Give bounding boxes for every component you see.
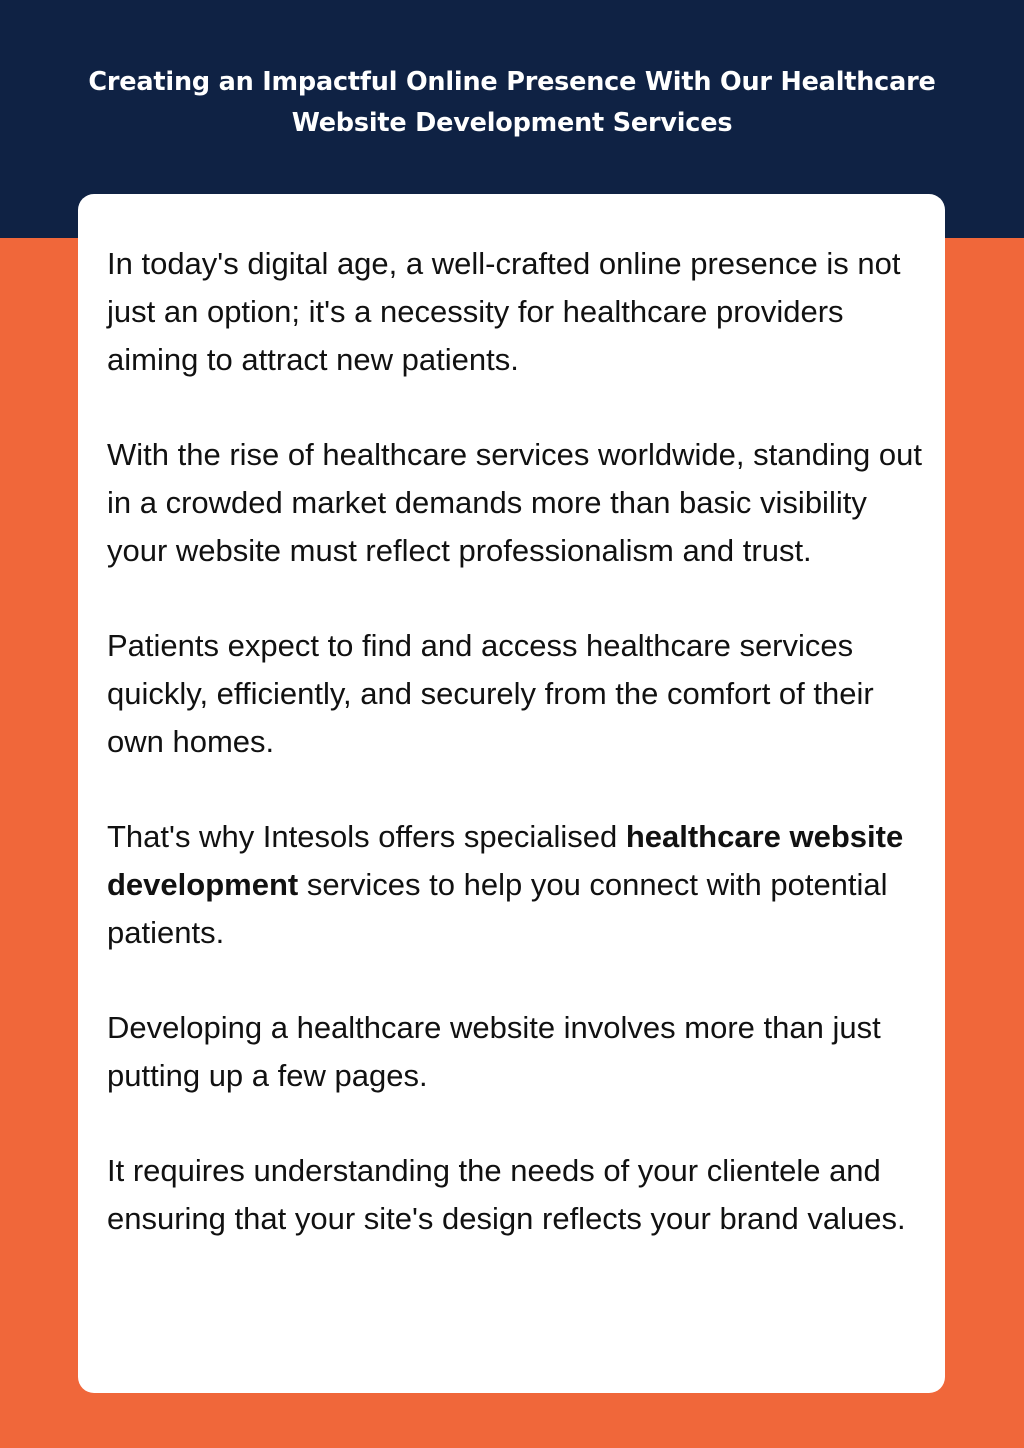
services-text-after: services to help you connect with potential patients. <box>107 867 888 950</box>
paragraph-development: Developing a healthcare website involves more than just putting up a few pages. <box>107 1010 881 1093</box>
paragraph-patients: Patients expect to find and access healthcare services quickly, efficiently, and securely from the comfort of their own homes. <box>107 628 874 759</box>
paragraph-requirements: It requires understanding the needs of your clientele and ensuring that your site's design reflects your brand values. <box>107 1153 906 1236</box>
paragraph-services <box>107 813 927 957</box>
paragraph-market: With the rise of healthcare services worldwide, standing out in a crowded market demands more than basic visibility your website must reflect professionalism and trust. <box>107 437 923 568</box>
paragraph-intro: In today's digital age, a well-crafted online presence is not just an option; it's a necessity for healthcare providers aiming to attract new patients. <box>107 246 901 377</box>
services-text-before: That's why Intesols offers specialised <box>107 819 626 854</box>
services-keyword: healthcare website development <box>107 819 904 902</box>
page-title: Creating an Impactful Online Presence With Our Healthcare Website Development Services <box>88 67 936 138</box>
article-body <box>107 240 927 1290</box>
content-card <box>78 194 945 1393</box>
